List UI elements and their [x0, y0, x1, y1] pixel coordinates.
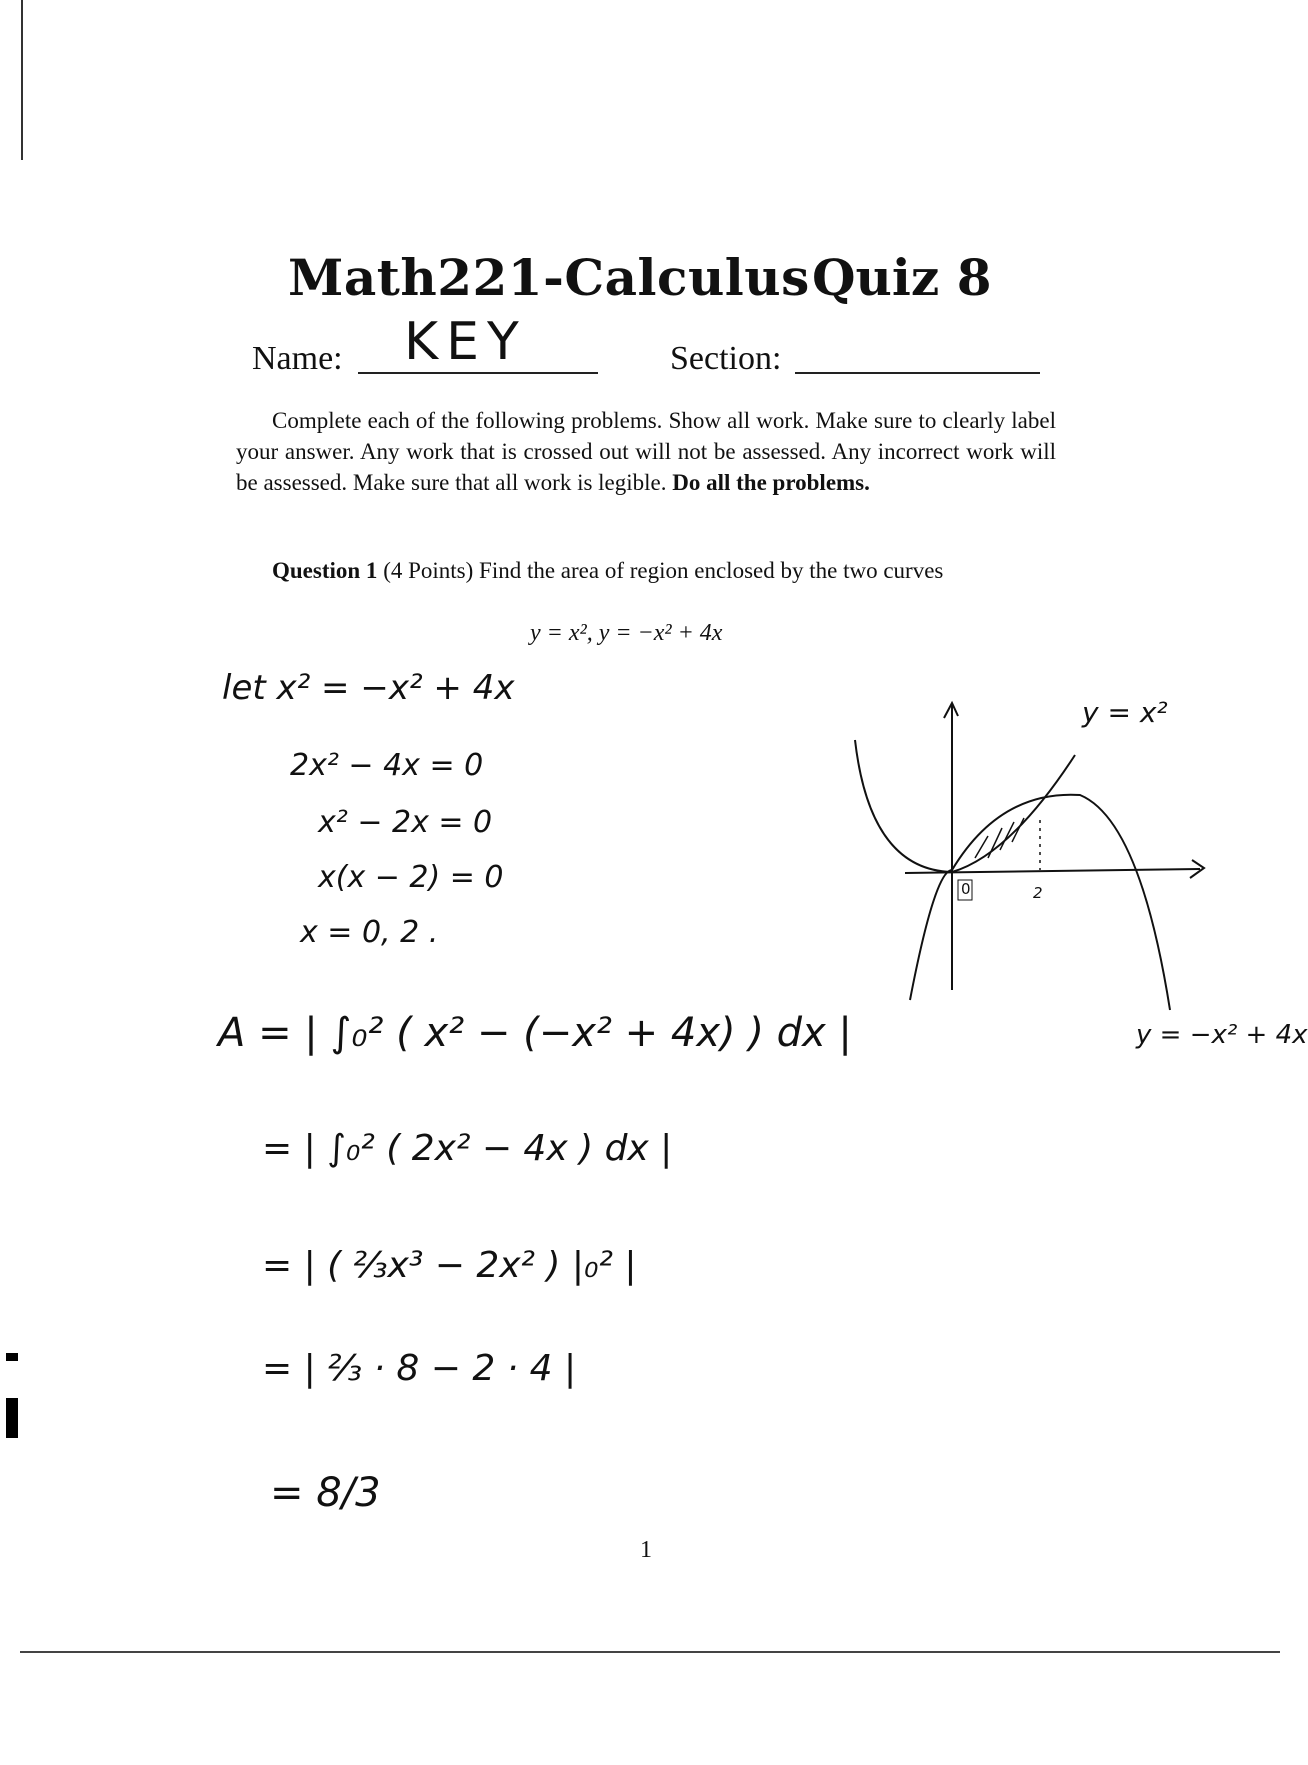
- solution-step-3: x² − 2x = 0: [318, 805, 493, 840]
- question-1-points: (4 Points): [383, 558, 474, 583]
- area-line-1: A = | ∫₀² ( x² − (−x² + 4x) ) dx |: [218, 1010, 852, 1056]
- instructions-text: Complete each of the following problems. Show all work. Make sure to clearly label your answer. Any work that is crossed out will not be assessed. Any incorrect work will be assessed. Make sure that all work is legible.: [236, 408, 1056, 495]
- solution-step-1: let x² = −x² + 4x: [222, 668, 515, 708]
- quiz-label: Quiz 8: [812, 248, 992, 307]
- area-line-5: = 8/3: [270, 1470, 381, 1516]
- tick-two: 2: [1033, 884, 1043, 902]
- solution-step-2: 2x² − 4x = 0: [290, 748, 484, 783]
- question-1-prompt: Find the area of region enclosed by the two curves: [479, 558, 944, 583]
- question-1-label: Question 1: [272, 558, 378, 583]
- label-parabola-down: y = −x² + 4x: [1136, 1020, 1308, 1050]
- label-parabola-up: y = x²: [1082, 696, 1168, 729]
- question-1-curves: y = x², y = −x² + 4x: [530, 620, 723, 646]
- shaded-region: [975, 818, 1024, 858]
- course-title: Math221-Calculus: [288, 248, 810, 307]
- scan-mark-2: [6, 1398, 18, 1438]
- solution-step-5: x = 0, 2 .: [300, 915, 439, 950]
- section-label: Section:: [670, 340, 782, 377]
- area-line-3: = | ( ⅔x³ − 2x² ) |₀² |: [262, 1245, 637, 1286]
- parabola-down: [910, 795, 1170, 1010]
- tick-zero: 0: [961, 880, 971, 898]
- name-label: Name:: [252, 340, 343, 377]
- scan-mark-1: [6, 1353, 18, 1361]
- page-number: 1: [640, 1537, 652, 1563]
- instructions-emphasis: Do all the problems.: [672, 470, 870, 495]
- name-value: KEY: [404, 312, 527, 372]
- area-line-2: = | ∫₀² ( 2x² − 4x ) dx |: [262, 1128, 673, 1169]
- solution-step-4: x(x − 2) = 0: [318, 860, 504, 895]
- area-line-4: = | ⅔ · 8 − 2 · 4 |: [262, 1348, 577, 1389]
